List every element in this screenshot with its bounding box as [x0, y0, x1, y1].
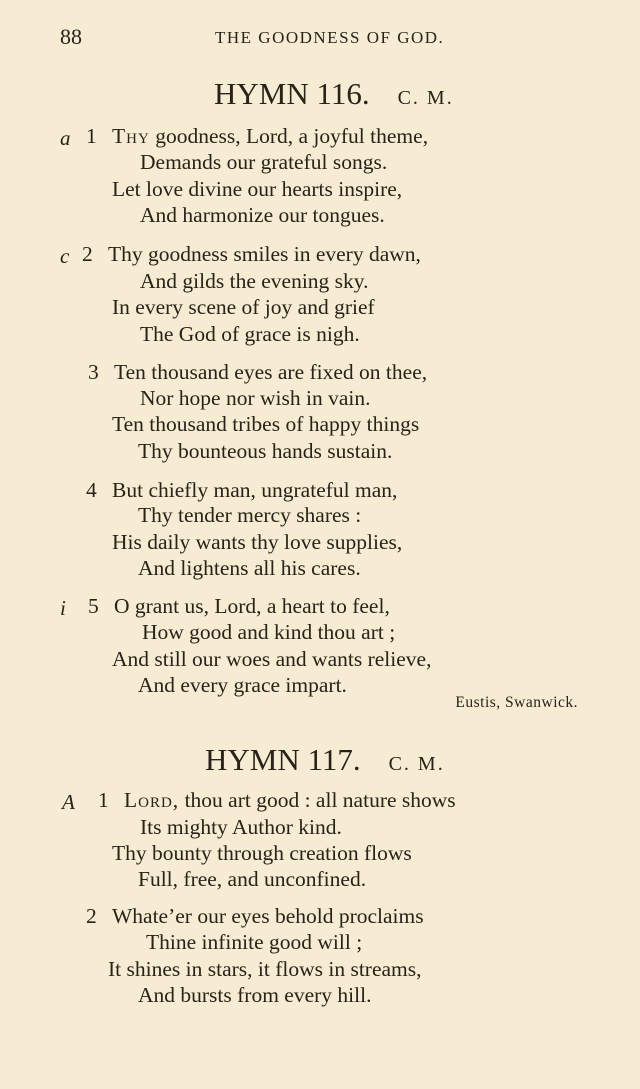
verse-line: Thy bounteous hands sustain. — [138, 439, 393, 463]
hymn-title: HYMN 117. — [205, 742, 361, 777]
verse-line: O grant us, Lord, a heart to feel, — [114, 594, 390, 618]
verse-line: Full, free, and unconfined. — [138, 867, 367, 891]
hymn-title: HYMN 116. — [214, 76, 370, 111]
verse-line: Ten thousand eyes are fixed on thee, — [114, 360, 428, 384]
verse-line: Whate’er our eyes behold proclaims — [112, 904, 424, 928]
verse-line: Thy bounty through creation flows — [112, 841, 412, 865]
verse-line: Thy tender mercy shares : — [138, 503, 362, 527]
verse-line: And still our woes and wants relieve, — [112, 647, 432, 671]
verse-line: How good and kind thou art ; — [142, 620, 396, 644]
verse-line: And gilds the evening sky. — [140, 269, 369, 293]
verse-line — [124, 788, 456, 813]
stanza-number: 1 — [86, 124, 97, 148]
verse-line: In every scene of joy and grief — [112, 295, 375, 319]
verse-line: Nor hope nor wish in vain. — [140, 386, 371, 410]
verse-line: And lightens all his cares. — [138, 556, 361, 580]
hymn-meter: C. M. — [397, 87, 454, 109]
verse-line-text: Lord, thou art good : all nature shows — [124, 788, 456, 812]
verse-line: And bursts from every hill. — [138, 983, 372, 1007]
stanza-number: 5 — [88, 594, 99, 618]
verse-line: And every grace impart. — [138, 673, 347, 697]
verse-line: Let love divine our hearts inspire, — [112, 177, 403, 201]
stanza-mark: i — [60, 596, 66, 620]
hymn-117-heading — [205, 742, 445, 778]
stanza-mark: c — [60, 244, 70, 268]
verse-line: The God of grace is nigh. — [140, 322, 360, 346]
verse-line: But chiefly man, ungrateful man, — [112, 478, 398, 502]
stanza-number: 1 — [98, 788, 109, 812]
stanza-mark: A — [62, 790, 75, 814]
hymn-116-heading — [214, 76, 454, 112]
verse-line-text: Thy goodness, Lord, a joyful theme, — [112, 124, 429, 148]
stanza-number: 4 — [86, 478, 97, 502]
verse-line: His daily wants thy love supplies, — [112, 530, 403, 554]
stanza-number: 2 — [86, 904, 97, 928]
page-number: 88 — [60, 24, 82, 49]
verse-line: It shines in stars, it flows in streams, — [108, 957, 422, 981]
hymn-author: Eustis, Swanwick. — [455, 694, 578, 711]
verse-line: And harmonize our tongues. — [140, 203, 385, 227]
verse-line: Ten thousand tribes of happy things — [112, 412, 420, 436]
verse-line: Demands our grateful songs. — [140, 150, 388, 174]
verse-line — [112, 124, 428, 149]
running-title: THE GOODNESS OF GOD. — [215, 28, 445, 47]
stanza-number: 3 — [88, 360, 99, 384]
verse-line: Its mighty Author kind. — [140, 815, 342, 839]
verse-line: Thine infinite good will ; — [146, 930, 363, 954]
stanza-mark: a — [60, 126, 71, 150]
stanza-number: 2 — [82, 242, 93, 266]
verse-line: Thy goodness smiles in every dawn, — [108, 242, 421, 266]
hymn-meter: C. M. — [388, 753, 445, 775]
